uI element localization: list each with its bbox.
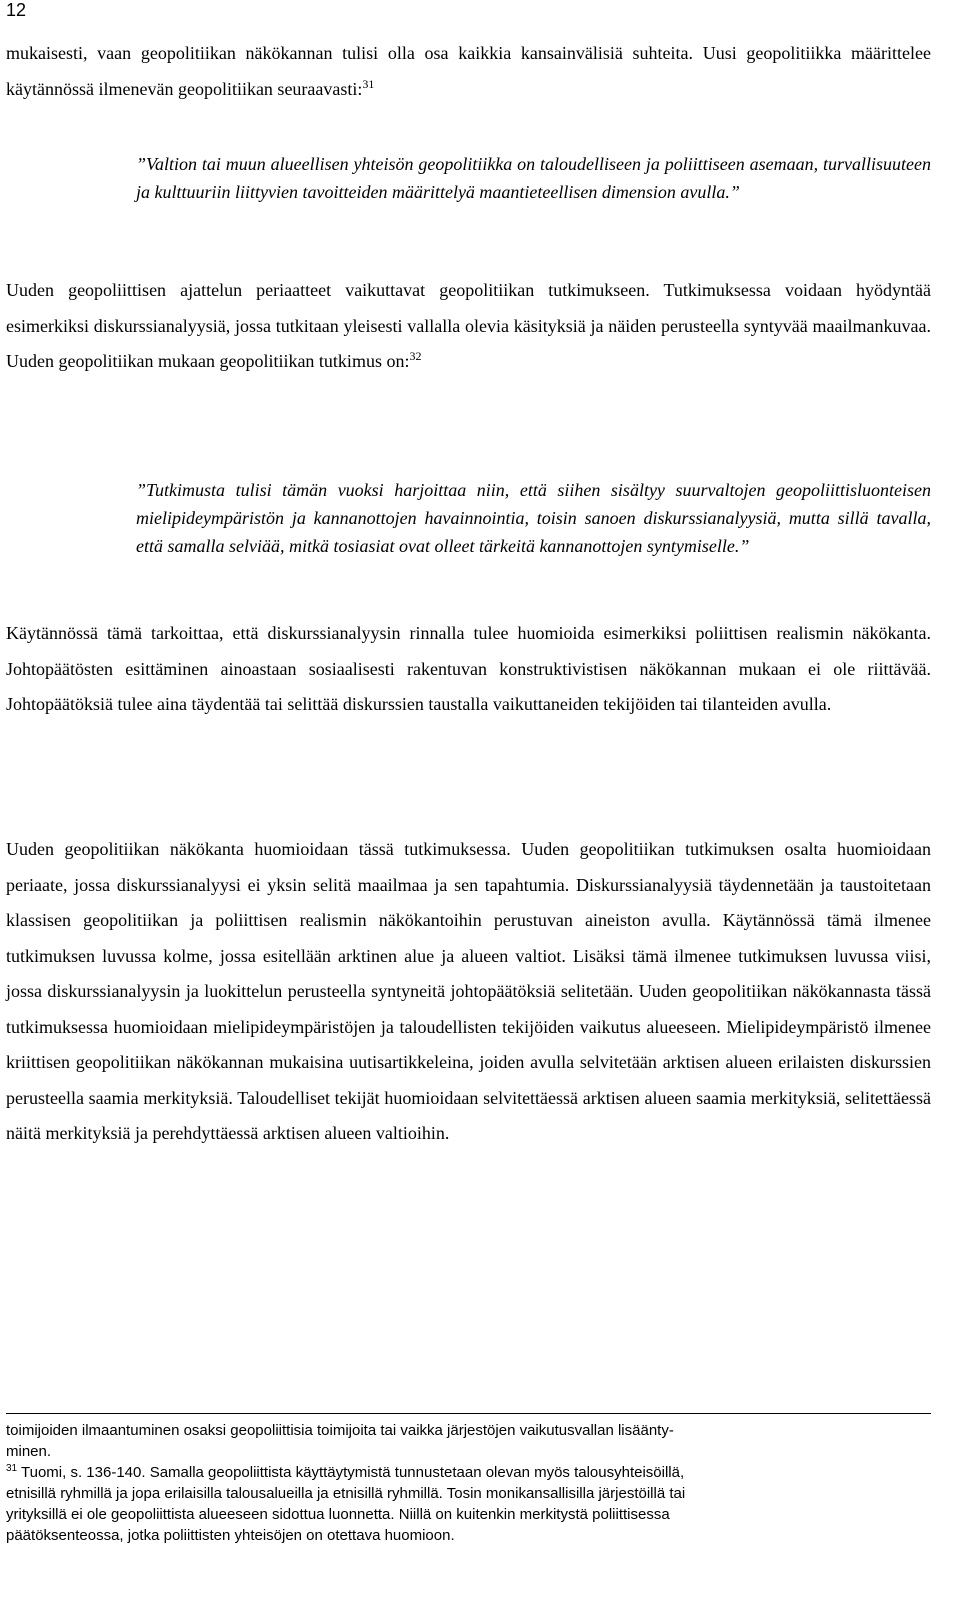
paragraph-2-text: Uuden geopoliittisen ajattelun periaatteet vaikuttavat geopolitiikan tutkimukseen. Tutkimuksessa voidaan hyödyntää esimerkiksi diskurssianalyysiä, jossa tutkitaan yleisesti vallalla olevia käsityksiä ja näiden perusteella syntyvää maailmankuvaa. Uuden geopolitiikan mukaan geopolitiikan tutkimus on:: [6, 280, 931, 371]
footnote-ref-31: 31: [362, 76, 375, 91]
footnote-continuation-line-1: toimijoiden ilmaantuminen osaksi geopoliittisia toimijoita tai vaikka järjestöjen vaikutusvallan lisäänty-: [6, 1422, 674, 1439]
footnote-separator: [6, 1413, 931, 1414]
paragraph-1: [6, 36, 931, 107]
footnote-ref-32: 32: [409, 349, 422, 363]
footnote-31: [6, 1462, 931, 1483]
footnote-31-mark: 31: [6, 1463, 18, 1474]
page-number: 12: [6, 0, 27, 20]
footnote-continuation-line-2: minen.: [6, 1443, 52, 1460]
footnote-31-text: Tuomi, s. 136-140. Samalla geopoliittista käyttäytymistä tunnustetaan olevan myös talousyhteisöillä,: [17, 1464, 685, 1481]
footnote-31-line-4: päätöksenteossa, jotka poliittisten yhteisöjen on otettava huomioon.: [6, 1527, 455, 1544]
footnote-31-line-2: etnisillä ryhmillä ja jopa erilaisilla talousalueilla ja etnisillä ryhmillä. Tosin monikansallisilla järjestöillä tai: [6, 1485, 686, 1502]
paragraph-3: Käytännössä tämä tarkoittaa, että diskurssianalyysin rinnalla tulee huomioida esimerkiksi poliittisen realismin näkökanta. Johtopäätösten esittäminen ainoastaan sosiaalisesti rakentuvan konstruktivistisen näkökannan mukaan ei ole riittävää. Johtopäätöksiä tulee aina täydentää tai selittää diskurssien taustalla vaikuttaneiden tekijöiden tai tilanteiden avulla.: [6, 623, 931, 714]
paragraph-4: Uuden geopolitiikan näkökanta huomioidaan tässä tutkimuksessa. Uuden geopolitiikan tutkimuksen osalta huomioidaan periaate, jossa diskurssianalyysi ei yksin selitä maailmaa ja sen tapahtumia. Diskurssianalyysiä täydennetään ja taustoitetaan klassisen geopolitiikan ja poliittisen realismin näkökantoihin perustuvan aineiston avulla. Käytännössä tämä ilmenee tutkimuksen luvussa kolme, jossa esitellään arktinen alue ja alueen valtiot. Lisäksi tämä ilmenee tutkimuksen luvussa viisi, jossa diskurssianalyysin ja luokittelun perusteella syntyneitä johtopäätöksiä selitetään. Uuden geopolitiikan näkökannasta tässä tutkimuksessa huomioidaan mielipideympäristöjen ja taloudellisten tekijöiden vaikutus alueeseen. Mielipideympäristö ilmenee kriittisen geopolitiikan näkökannan mukaisina uutisartikkeleina, joiden avulla selvitetään arktisen alueen erilaisten diskurssien perusteella saamia merkityksiä. Taloudelliset tekijät huomioidaan selvitettäessä arktisen alueen saamia merkityksiä, selitettäessä näitä merkityksiä ja perehdyttäessä arktisen alueen valtioihin.: [6, 839, 931, 1143]
paragraph-1-text: mukaisesti, vaan geopolitiikan näkökannan tulisi olla osa kaikkia kansainvälisiä suhteita. Uusi geopolitiikka määrittelee käytännössä ilmenevän geopolitiikan seuraavasti:: [6, 43, 931, 99]
paragraph-2: [6, 273, 931, 380]
footnotes: [6, 1420, 931, 1546]
block-quote-1: ”Valtion tai muun alueellisen yhteisön geopolitiikka on taloudelliseen ja poliittiseen asemaan, turvallisuuteen ja kulttuuriin liittyvien tavoitteiden määrittelyä maantieteellisen dimension avulla.”: [136, 154, 931, 202]
footnote-31-line-3: yrityksillä ei ole geopoliittista alueeseen sidottua luonnetta. Niillä on kuitenkin merkitystä poliittisessa: [6, 1506, 670, 1523]
block-quote-2: ”Tutkimusta tulisi tämän vuoksi harjoittaa niin, että siihen sisältyy suurvaltojen geopoliittisluonteisen mielipideympäristön ja kannanottojen havainnointia, toisin sanoen diskurssianalyysiä, mutta sillä tavalla, että samalla selviää, mitkä tosiasiat ovat olleet tärkeitä kannanottojen syntymiselle.”: [136, 480, 931, 556]
